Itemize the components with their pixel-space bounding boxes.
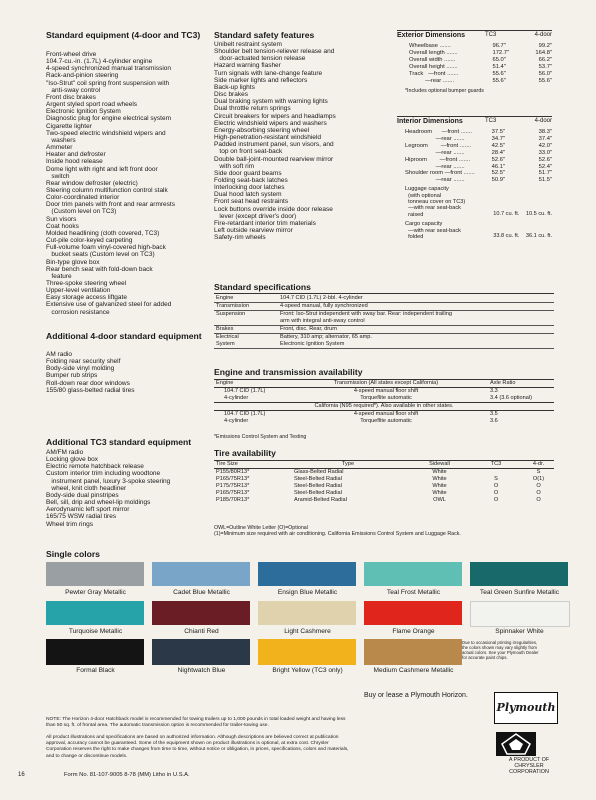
tire-size: P175/75R13* — [216, 483, 250, 489]
trans-row2: 4-speed manual floor shift Torqueflite automatic — [353, 411, 419, 424]
dimension-row — [405, 170, 552, 177]
specs-title: Standard specifications — [214, 282, 311, 292]
dimension-tc3: 55.6" — [492, 70, 506, 77]
list-item: top on front seat-back — [214, 148, 283, 156]
spec-value: Battery, 310 amp; alternator, 65 amp. Electronic Ignition System — [278, 334, 554, 349]
tire-type: Glass-Belted Radial — [294, 469, 344, 475]
dimension-label: Wheelbase ....... — [409, 43, 451, 49]
dimension-tc3: 42.5" — [491, 142, 505, 149]
list-item: 104.7-cu.-in. (1.7L) 4-cylinder engine — [46, 58, 153, 66]
spec-value: Front, disc. Rear, drum — [278, 326, 554, 334]
dimension-4door: 37.4" — [538, 135, 552, 142]
color-name: Teal Green Sunfire Metallic — [479, 589, 560, 596]
tire-row — [214, 469, 554, 477]
axle-header: Axle Ratio — [488, 380, 554, 388]
spec-key: Electrical System — [214, 334, 278, 349]
dimension-row — [405, 143, 552, 150]
luggage-tc3: 10.7 cu. ft. — [493, 211, 520, 218]
exterior-col-tc3: TC3 — [485, 32, 497, 38]
list-item: Padded instrument panel, sun visors, and — [214, 141, 334, 149]
list-item: Side door guard beams — [214, 169, 282, 177]
spec-row — [214, 326, 554, 334]
list-item: Lock buttons override inside door release — [214, 205, 333, 213]
tire-size: P165/75R13* — [216, 490, 250, 496]
list-item: 4-speed synchronized manual transmission — [46, 65, 172, 73]
dimension-4door: 51.5" — [538, 177, 552, 184]
tire-side: White — [432, 469, 447, 475]
color-name: Medium Cashmere Metallic — [373, 667, 454, 674]
tires-legend: OWL=Outline White Letter (O)=Optional — [214, 525, 308, 531]
list-item: Diagnostic plug for engine electrical system — [46, 115, 172, 123]
dimension-row — [409, 57, 552, 64]
list-item: Dome light with right and left front door — [46, 165, 158, 173]
dimension-row — [409, 64, 552, 71]
color-name: Teal Frost Metallic — [386, 589, 441, 596]
tire-tc3: S — [494, 476, 498, 482]
list-item: Dual hood latch system — [214, 191, 282, 199]
tire-type: Steel-Belted Radial — [294, 483, 342, 489]
dimension-row — [409, 71, 552, 78]
dimension-row — [405, 157, 552, 164]
tires-footnote: (1)=Minimum size required with air conditioning. California Emissions Control System and Luggage Rack. — [214, 531, 461, 537]
color-swatch — [364, 601, 462, 625]
luggage-4door: 10.5 cu. ft. — [525, 211, 553, 218]
interior-title: Interior Dimensions — [397, 118, 463, 125]
plymouth-logo — [494, 692, 558, 724]
dimension-label: —rear ....... — [405, 135, 465, 142]
engine-row2: 104.7 CID (1.7L) 4-cylinder — [224, 411, 266, 424]
trans-header: Transmission (All states except California) — [284, 380, 488, 388]
tire-row — [214, 497, 554, 504]
list-item: Roll-down rear door windows — [46, 379, 130, 387]
list-item: feature — [46, 272, 72, 280]
exterior-dimensions — [397, 31, 552, 95]
dimension-label: Hiproom —front ....... — [405, 156, 471, 163]
list-item: "Iso-Strut" coil spring front suspension with — [46, 79, 170, 87]
exterior-table — [409, 43, 552, 84]
dimension-row — [405, 177, 552, 184]
interior-dimensions — [397, 117, 552, 241]
list-item: Easy storage access liftgate — [46, 294, 127, 302]
dimension-4door: 56.0" — [538, 70, 552, 77]
list-item: Aerodynamic left sport mirror — [46, 506, 130, 514]
list-item: AM/FM radio — [46, 449, 84, 456]
tire-4dr-header: 4-dr. — [523, 461, 554, 469]
tire-tc3: O — [493, 497, 499, 503]
list-item: High-penetration-resistant windshield — [214, 134, 321, 142]
list-item: 155/80 glass-belted radial tires — [46, 386, 135, 394]
colors-title: Single colors — [46, 549, 100, 559]
tire-sidewall-header: Sidewall — [410, 461, 469, 469]
tire-side: OWL — [433, 497, 446, 503]
list-item: AM radio — [46, 351, 73, 358]
tire-tc3: O — [493, 490, 499, 496]
list-item: washers — [46, 136, 76, 144]
dimension-4door: 38.3" — [538, 129, 552, 135]
chrysler-tagline: A PRODUCT OF CHRYSLER CORPORATION — [508, 757, 550, 775]
engine-row1: 104.7 CID (1.7L) 4-cylinder — [224, 388, 266, 401]
tire-tc3: O — [493, 483, 499, 489]
color-swatch — [470, 601, 570, 627]
list-item: Interlocking door latches — [214, 184, 285, 192]
tire-dr: O(1) — [532, 476, 545, 482]
color-name: Chianti Red — [184, 628, 219, 635]
spec-row — [214, 311, 554, 326]
list-item: Side marker lights and reflectors — [214, 76, 308, 84]
california-note: California (N95 required*). Also available in other states. — [214, 403, 554, 411]
list-item: Ammeter — [46, 144, 73, 152]
dimension-tc3: 52.6" — [491, 156, 505, 163]
dimension-label: Headroom —front ....... — [405, 129, 473, 135]
tire-dr: O — [536, 497, 541, 503]
dimension-tc3: 28.4" — [491, 149, 505, 156]
color-swatch — [152, 639, 250, 665]
dimension-row — [405, 129, 552, 136]
list-item: Front-wheel drive — [46, 51, 97, 58]
tire-type: Steel-Belted Radial — [294, 476, 342, 482]
cargo-4door: 36.1 cu. ft. — [525, 233, 553, 240]
spec-row — [214, 334, 554, 349]
list-item: Dual throttle return springs — [214, 105, 291, 113]
dimension-tc3: 50.9" — [491, 177, 505, 184]
dimension-label: Legroom —front ....... — [405, 142, 472, 149]
list-item: Electric windshield wipers and washers — [214, 119, 327, 127]
dimension-label: —rear ....... — [405, 177, 465, 184]
exterior-title: Exterior Dimensions — [397, 32, 466, 39]
color-name: Nightwatch Blue — [177, 667, 226, 674]
dimension-4door: 53.7" — [538, 63, 552, 70]
list-item: bucket seats (Custom level on TC3) — [46, 251, 155, 259]
list-item: Rack-and-pinion steering — [46, 72, 119, 80]
list-item: Rear window defroster (electric) — [46, 179, 138, 187]
dimension-4door: 66.2" — [538, 56, 552, 63]
list-item: Wheel trim rings — [46, 520, 93, 528]
tire-tc3 — [469, 469, 523, 477]
color-name: Formal Black — [76, 667, 115, 674]
list-item: Electronic Ignition System — [46, 108, 121, 116]
list-item: Locking glove box — [46, 456, 99, 464]
list-item: Body-side vinyl molding — [46, 365, 115, 373]
list-item: Circuit breakers for wipers and headlamps — [214, 112, 336, 120]
tire-side: White — [432, 476, 447, 482]
dimension-4door: 99.2" — [538, 43, 552, 49]
dimension-row — [405, 164, 552, 171]
standard-equipment-list — [46, 51, 206, 316]
spec-value: 104.7 CID (1.7L) 2-bbl. 4-cylinder — [278, 295, 554, 303]
interior-col-tc3: TC3 — [485, 118, 497, 124]
disclaimer-note: All product illustrations and specifications are based on authorized information. Although descriptions are believed correct at publication approval, accuracy cannot be guaranteed. Some of the equipment shown on product illustrations is optional, at extra cost. Chrysler Corporation reserves the right to make changes from time to time, without notice or obligation, in prices, specifications, colors and materials, and to change or discontinue models. — [46, 735, 349, 759]
dimension-4door: 52.6" — [538, 156, 552, 163]
list-item: corrosion resistance — [46, 308, 110, 316]
list-item: Steering column multifunction control stalk — [46, 186, 168, 194]
color-swatch — [258, 562, 356, 586]
list-item: Three-spoke steering wheel — [46, 280, 127, 287]
color-name: Pewter Gray Metallic — [65, 589, 126, 596]
color-swatch — [46, 639, 144, 665]
color-swatch — [152, 601, 250, 625]
dimension-tc3: 55.6" — [492, 77, 506, 84]
spec-key: Suspension — [214, 311, 278, 326]
list-item: 165/75 WSW radial tires — [46, 513, 117, 521]
dimension-label: —rear ....... — [409, 77, 455, 84]
tire-type: Aramid-Belted Radial — [294, 497, 347, 503]
list-item: Molded headlining (cloth covered, TC3) — [46, 229, 160, 237]
engine-header: Engine — [214, 380, 284, 388]
tire-size: P155/80R13* — [216, 469, 250, 475]
list-item: Folding rear security shelf — [46, 358, 121, 366]
list-item: Turn signals with lane-change feature — [214, 69, 323, 77]
color-swatch — [46, 601, 144, 625]
dimension-tc3: 65.0" — [492, 56, 506, 63]
tire-size-header: Tire Size — [214, 461, 286, 469]
dimension-row — [409, 78, 552, 85]
list-item: Bell, sill, drip and wheel-lip moldings — [46, 499, 151, 507]
list-item: Dual braking system with warning lights — [214, 98, 328, 106]
list-item: door-actuated tension release — [214, 55, 306, 63]
color-name: Turquoise Metallic — [68, 628, 123, 635]
color-name: Flame Orange — [392, 628, 435, 635]
dimension-4door: 51.7" — [538, 170, 552, 177]
list-item: Safety-rim wheels — [214, 234, 266, 242]
tire-dr: O — [536, 483, 541, 489]
dimension-4door: 164.8" — [535, 49, 552, 56]
color-name: Light Cashmere — [284, 628, 331, 635]
list-item: Body-side dual pinstripes — [46, 491, 119, 499]
towing-note: NOTE: The Horizon 4-door Hatchback model is recommended for towing trailers up to 1,000 pounds in total loaded weight and having less than 50 sq. ft. of frontal area. The automatic transmission option is recommended for trailer-towing use. — [46, 717, 346, 729]
dimension-label: —rear ....... — [405, 163, 465, 170]
luggage-label: Luggage capacity (with optional tonneau cover on TC3) —with rear seat-back raised — [405, 186, 466, 218]
color-swatch — [364, 639, 462, 665]
list-item: Fire-retardant interior trim materials — [214, 219, 316, 227]
list-item: Back-up lights — [214, 83, 255, 91]
trans-row1: 4-speed manual floor shift Torqueflite automatic — [353, 388, 419, 401]
cargo-tc3: 33.8 cu. ft. — [493, 233, 520, 240]
axle-row2: 3.5 3.6 — [490, 411, 498, 424]
cta-text: Buy or lease a Plymouth Horizon. — [364, 692, 468, 699]
axle-row1: 3.3 3.4 (3.6 optional) — [490, 388, 532, 401]
tire-dr: O — [536, 490, 541, 496]
dimension-4door: 52.4" — [538, 163, 552, 170]
tire-type-header: Type — [286, 461, 410, 469]
list-item: Unibelt restraint system — [214, 41, 282, 48]
color-name: Ensign Blue Metallic — [277, 589, 338, 596]
additional-tc3-list — [46, 449, 211, 528]
dimension-label: Overall height ....... — [409, 63, 458, 70]
list-item: Rear bench seat with fold-down back — [46, 265, 153, 273]
interior-table — [405, 129, 552, 184]
dimension-4door: 42.0" — [538, 142, 552, 149]
dimension-tc3: 46.1" — [491, 163, 505, 170]
list-item: Coat hooks — [46, 222, 79, 230]
color-swatch — [152, 562, 250, 586]
color-name: Bright Yellow (TC3 only) — [272, 667, 343, 674]
list-item: Front seat head restraints — [214, 198, 289, 206]
dimension-row — [405, 136, 552, 143]
exterior-col-4door: 4-door — [534, 32, 552, 38]
dimension-row — [409, 43, 552, 50]
cargo-label: Cargo capacity —with rear seat-back folded — [405, 221, 461, 241]
list-item: instrument panel, luxury 3-spoke steering — [46, 477, 171, 485]
exterior-note: *Includes optional bumper guards — [405, 88, 484, 95]
list-item: Door trim panels with front and rear armrests — [46, 201, 175, 209]
dimension-row — [409, 50, 552, 57]
list-item: Extensive use of galvanized steel for added — [46, 301, 172, 309]
dimension-4door: 55.6" — [538, 77, 552, 84]
dimension-4door: 33.0" — [538, 149, 552, 156]
dimension-label: Overall width ....... — [409, 56, 456, 63]
list-item: Heater and defroster — [46, 151, 106, 159]
dimension-tc3: 37.5" — [491, 129, 505, 135]
printing-note: Due to occasional printing irregularities, the colors shown may vary slightly from actual colors. See your Plymouth Dealer for accurate paint chips. — [462, 640, 539, 660]
additional-4door-list — [46, 351, 206, 394]
list-item: Custom interior trim including woodtone — [46, 470, 161, 478]
tires-table — [214, 460, 554, 504]
tire-row — [214, 483, 554, 490]
dimension-tc3: 51.4" — [492, 63, 506, 70]
tire-dr: S — [536, 469, 541, 475]
page-number: 16 — [18, 772, 25, 778]
list-item: Left outside rearview mirror — [214, 227, 293, 235]
tire-side: White — [432, 490, 447, 496]
list-item: Sun visors — [46, 215, 77, 223]
list-item: Full-volume foam vinyl-covered high-back — [46, 244, 166, 252]
tire-size: P165/75R13* — [216, 476, 250, 482]
color-swatch — [258, 639, 356, 665]
list-item: Bin-type glove box — [46, 258, 100, 266]
spec-key: Transmission — [214, 303, 278, 311]
spec-key: Engine — [214, 295, 278, 303]
tire-row — [214, 490, 554, 497]
list-item: Bumper rub strips — [46, 372, 98, 380]
list-item: Two-speed electric windshield wipers and — [46, 129, 166, 137]
engine-trans-title: Engine and transmission availability — [214, 367, 363, 377]
chrysler-pentastar-icon — [496, 732, 536, 756]
color-swatch — [46, 562, 144, 586]
spec-value: 4-speed manual, fully synchronized — [278, 303, 554, 311]
color-swatch — [364, 562, 462, 586]
dimension-label: Overall length ....... — [409, 49, 458, 56]
color-name: Spinnaker White — [495, 628, 544, 635]
tire-row — [214, 476, 554, 483]
list-item: anti-sway control — [46, 86, 101, 94]
dimension-label: Shoulder room —front ....... — [405, 170, 475, 177]
dimension-tc3: 172.7" — [492, 49, 510, 56]
additional-4door-title: Additional 4-door standard equipment — [46, 331, 202, 341]
list-item: with soft rim — [214, 162, 255, 170]
engine-footnote: *Emissions Control System and Testing — [214, 434, 307, 440]
dimension-tc3: 96.7" — [492, 43, 506, 49]
engine-trans-table — [214, 379, 554, 425]
list-item: Double ball-joint-mounted rearview mirror — [214, 155, 334, 163]
dimension-label: —rear ....... — [405, 149, 465, 156]
tire-type: Steel-Belted Radial — [294, 490, 342, 496]
list-item: Shoulder belt tension-reliever release and — [214, 48, 335, 56]
interior-col-4door: 4-door — [534, 118, 552, 124]
list-item: Color-coordinated interior — [46, 194, 120, 202]
list-item: Cut-pile color-keyed carpeting — [46, 237, 133, 245]
spec-row — [214, 303, 554, 311]
color-name: Cadet Blue Metallic — [173, 589, 230, 596]
color-swatch — [470, 562, 568, 586]
color-swatch — [258, 601, 356, 625]
tire-size: P185/70R13* — [216, 497, 250, 503]
list-item: Argent styled sport road wheels — [46, 101, 138, 109]
tire-side: White — [432, 483, 447, 489]
form-number: Form No. 81-107-9005 8-78 (MM) Litho in U.S.A. — [64, 772, 190, 778]
list-item: Cigarette lighter — [46, 122, 92, 130]
safety-title: Standard safety features — [214, 30, 315, 40]
list-item: Inside hood release — [46, 158, 103, 166]
spec-key: Brakes — [214, 326, 278, 334]
dimension-tc3: 34.7" — [491, 135, 505, 142]
additional-tc3-title: Additional TC3 standard equipment — [46, 437, 192, 447]
list-item: Electric remote hatchback release — [46, 463, 144, 471]
spec-value: Front: Iso-Strut independent with sway bar. Rear: independent trailing arm with integral anti-sway control — [278, 311, 554, 326]
list-item: Energy-absorbing steering wheel — [214, 126, 310, 134]
dimension-label: Track —front ....... — [409, 70, 459, 77]
list-item: (Custom level on TC3) — [46, 208, 117, 216]
dimension-row — [405, 150, 552, 157]
dimension-tc3: 52.5" — [491, 170, 505, 177]
list-item: Front disc brakes — [46, 93, 96, 101]
tire-tc3-header: TC3 — [469, 461, 523, 469]
list-item: Upper-level ventilation — [46, 287, 111, 295]
safety-list — [214, 41, 384, 241]
standard-equipment-title: Standard equipment (4-door and TC3) — [46, 30, 201, 40]
list-item: lever (except driver's door) — [214, 212, 297, 220]
list-item: wheel, knit cloth headliner — [46, 484, 127, 492]
specs-table — [214, 295, 554, 349]
list-item: switch — [46, 172, 70, 180]
list-item: Disc brakes — [214, 91, 248, 99]
spec-row — [214, 295, 554, 303]
tires-title: Tire availability — [214, 448, 276, 458]
list-item: Folding seat-back latches — [214, 176, 288, 184]
list-item: Hazard warning flasher — [214, 62, 281, 70]
plymouth-wordmark: Plymouth — [496, 701, 556, 714]
